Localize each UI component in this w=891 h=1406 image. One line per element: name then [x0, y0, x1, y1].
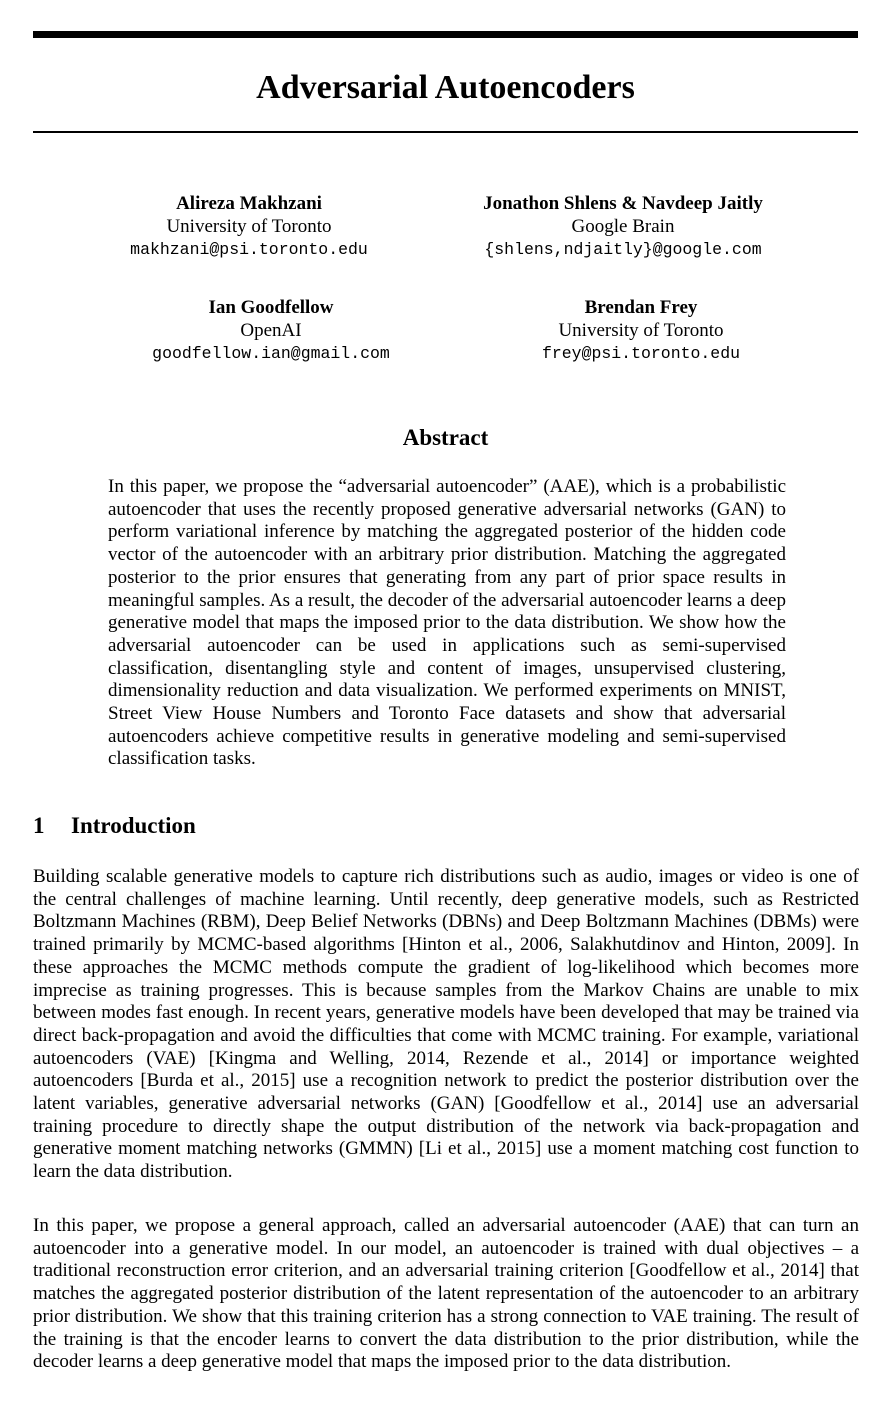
- author-affiliation: University of Toronto: [558, 320, 724, 341]
- abstract-text: In this paper, we propose the “adversarial autoencoder” (AAE), which is a probabilistic autoencoder that uses the recently proposed generative adversarial networks (GAN) to perform variational inference by matching the aggregated posterior of the hidden code vector of the autoencoder with an arbitrary prior distribution. Matching the aggregated posterior to the prior ensures that generating from any part of prior space results in meaningful samples. As a result, the decoder of the adversarial autoencoder learns a deep generative model that maps the imposed prior to the data distribution. We show how the adversarial autoencoder can be used in applications such as semi-supervised classification, disentangling style and content of images, unsupervised clustering, dimensionality reduction and data visualization. We performed experiments on MNIST, Street View House Numbers and Toronto Face datasets and show that adversarial autoencoders achieve competitive results in generative modeling and semi-supervised classification tasks.: [108, 476, 786, 770]
- author-block: [79, 192, 419, 261]
- author-name: Brendan Frey: [584, 297, 698, 318]
- author-name: Ian Goodfellow: [208, 297, 334, 318]
- author-affiliation: OpenAI: [240, 320, 302, 341]
- section-heading: [33, 812, 196, 840]
- section-number: 1: [33, 813, 45, 838]
- author-email: frey@psi.toronto.edu: [541, 344, 741, 363]
- author-name: Jonathon Shlens & Navdeep Jaitly: [483, 193, 763, 214]
- author-email: {shlens,ndjaitly}@google.com: [484, 240, 762, 259]
- author-block: [471, 296, 811, 365]
- paragraph: Building scalable generative models to capture rich distributions such as audio, images or video is one of the central challenges of machine learning. Until recently, deep generative models, such as Restricted Boltzmann Machines (RBM), Deep Belief Networks (DBNs) and Deep Boltzmann Machines (DBMs) were trained primarily by MCMC-based algorithms [Hinton et al., 2006, Salakhutdinov and Hinton, 2009]. In these approaches the MCMC methods compute the gradient of log-likelihood which becomes more imprecise as training progresses. This is because samples from the Markov Chains are unable to mix between modes fast enough. In recent years, generative models have been developed that may be trained via direct back-propagation and avoid the difficulties that come with MCMC training. For example, variational autoencoders (VAE) [Kingma and Welling, 2014, Rezende et al., 2014] or importance weighted autoencoders [Burda et al., 2015] use a recognition network to predict the posterior distribution over the latent variables, generative adversarial networks (GAN) [Goodfellow et al., 2014] use an adversarial training procedure to directly shape the output distribution of the network via back-propagation and generative moment matching networks (GMMN) [Li et al., 2015] use a moment matching cost function to learn the data distribution.: [33, 866, 859, 1183]
- author-email: makhzani@psi.toronto.edu: [130, 240, 368, 259]
- author-affiliation: Google Brain: [571, 216, 675, 237]
- title-bottom-rule: [33, 131, 858, 133]
- title-top-rule: [33, 31, 858, 38]
- author-block: [453, 192, 793, 261]
- author-email: goodfellow.ian@gmail.com: [152, 344, 390, 363]
- section-title: Introduction: [71, 813, 196, 838]
- author-affiliation: University of Toronto: [166, 216, 332, 237]
- author-block: [101, 296, 441, 365]
- abstract-heading: Abstract: [402, 425, 489, 450]
- author-name: Alireza Makhzani: [176, 193, 322, 214]
- paper-title: Adversarial Autoencoders: [256, 69, 635, 106]
- paragraph: In this paper, we propose a general approach, called an adversarial autoencoder (AAE) that can turn an autoencoder into a generative model. In our model, an autoencoder is trained with dual objectives – a traditional reconstruction error criterion, and an adversarial training criterion [Goodfellow et al., 2014] that matches the aggregated posterior distribution of the latent representation of the autoencoder to an arbitrary prior distribution. We show that this training criterion has a strong connection to VAE training. The result of the training is that the encoder learns to convert the data distribution to the prior distribution, while the decoder learns a deep generative model that maps the imposed prior to the data distribution.: [33, 1215, 859, 1373]
